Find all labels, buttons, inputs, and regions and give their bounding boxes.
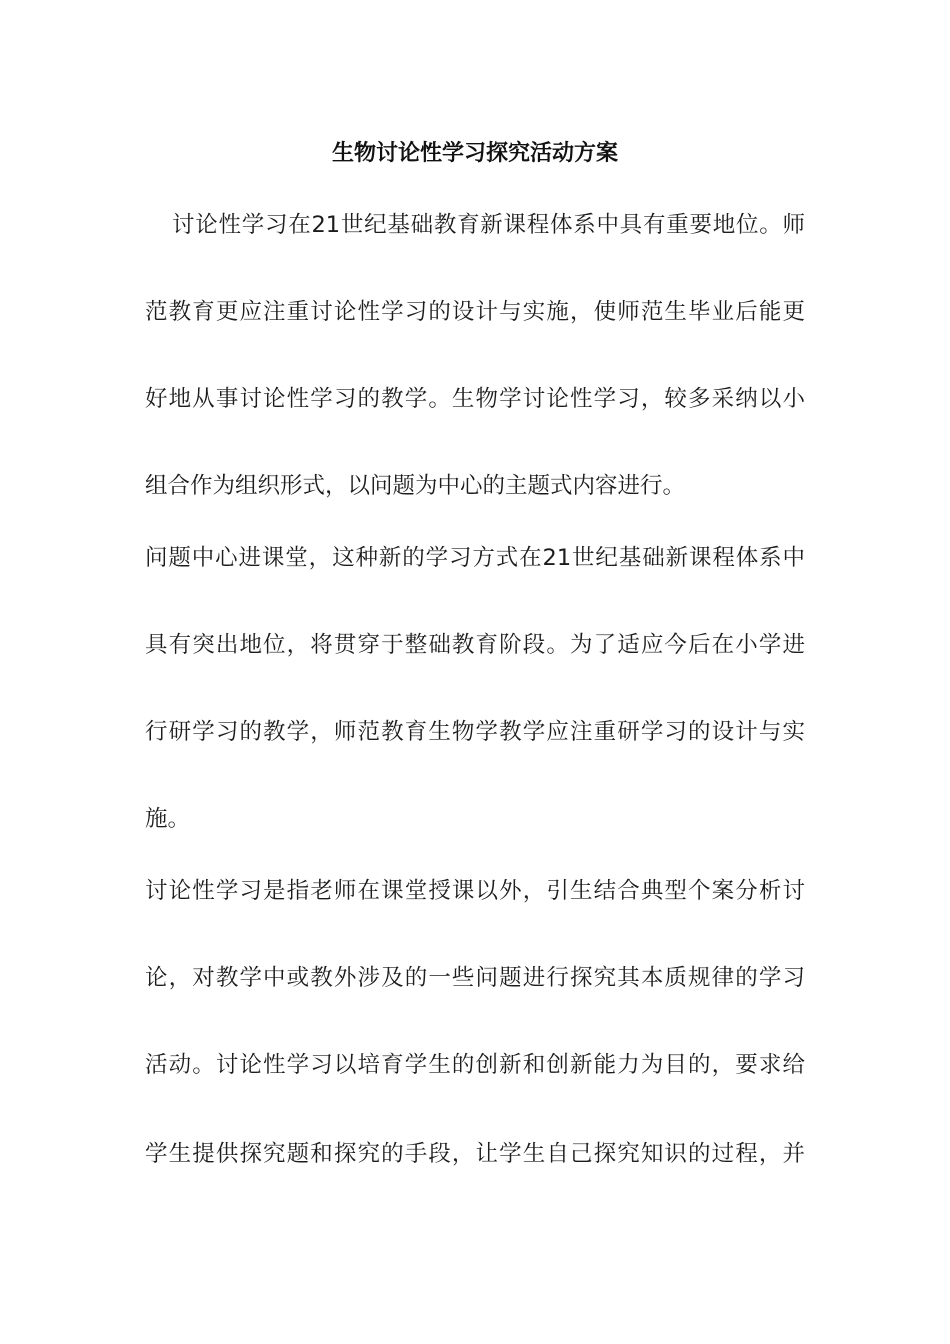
paragraph-line: 论，对教学中或教外涉及的一些问题进行探究其本质规律的学习: [145, 965, 805, 991]
paragraph-line: 施。: [145, 806, 191, 832]
paragraph-line: 范教育更应注重讨论性学习的设计与实施，使师范生毕业后能更: [145, 299, 805, 325]
paragraph-line: 具有突出地位，将贯穿于整础教育阶段。为了适应今后在小学进: [145, 632, 805, 658]
paragraph-line: 学生提供探究题和探究的手段，让学生自己探究知识的过程，并: [145, 1141, 805, 1167]
paragraph-line: 讨论性学习是指老师在课堂授课以外，引生结合典型个案分析讨: [145, 878, 805, 904]
paragraph-line: 讨论性学习在21世纪基础教育新课程体系中具有重要地位。师: [172, 212, 805, 238]
paragraph-line: 组合作为组织形式，以问题为中心的主题式内容进行。: [145, 473, 686, 499]
paragraph-line: 问题中心进课堂，这种新的学习方式在21世纪基础新课程体系中: [145, 545, 805, 571]
document-title: 生物讨论性学习探究活动方案: [331, 141, 618, 166]
paragraph-line: 行研学习的教学，师范教育生物学教学应注重研学习的设计与实: [145, 719, 805, 745]
paragraph-line: 好地从事讨论性学习的教学。生物学讨论性学习，较多采纳以小: [145, 386, 805, 412]
paragraph-line: 活动。讨论性学习以培育学生的创新和创新能力为目的，要求给: [145, 1052, 805, 1078]
